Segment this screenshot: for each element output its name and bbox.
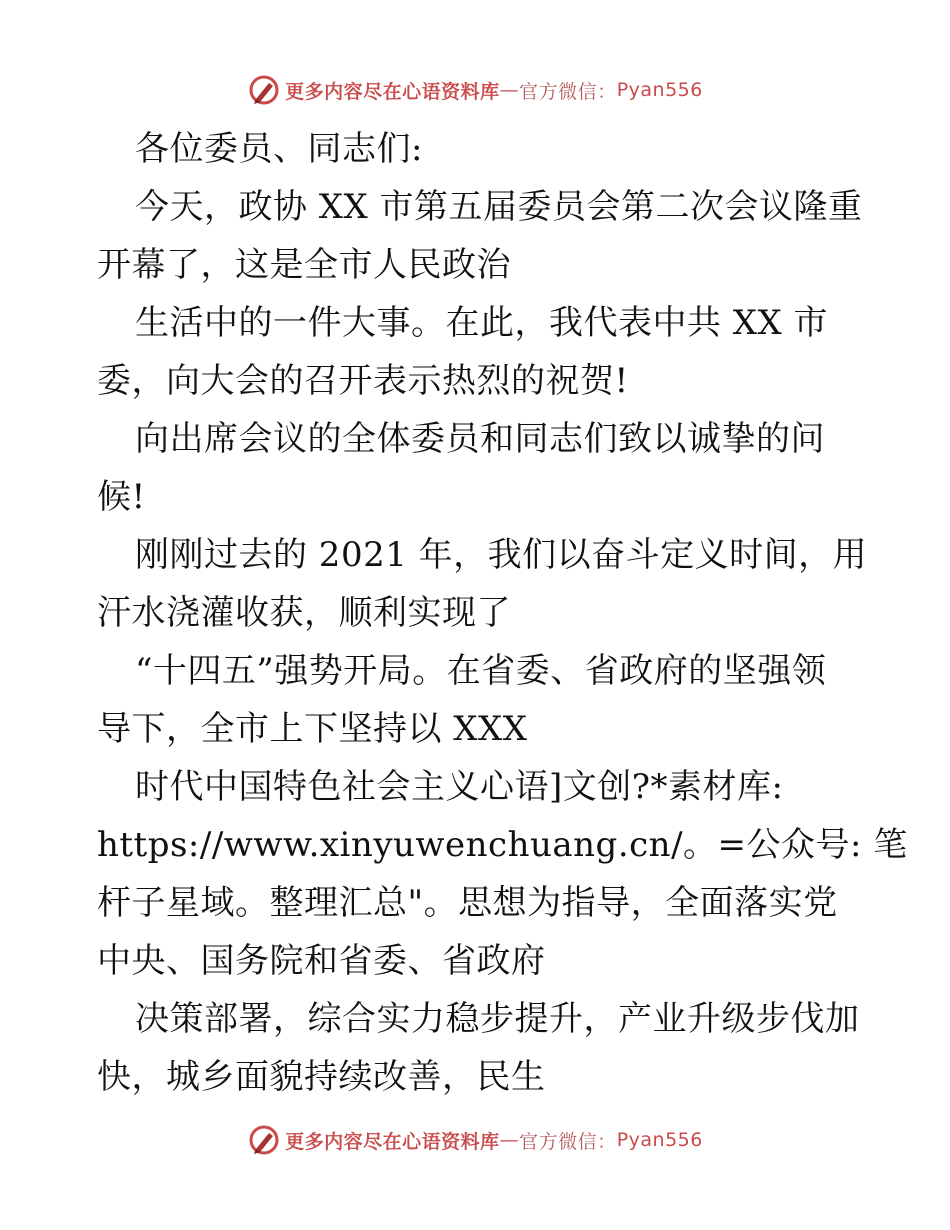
body-line: 开幕了，这是全市人民政治	[97, 245, 511, 285]
body-line-url: https://www.xinyuwenchuang.cn/。=公众号: 笔	[97, 825, 908, 865]
watermark-label: 官方微信：	[519, 80, 617, 103]
body-line: 今天，政协 XX 市第五届委员会第二次会议隆重	[135, 187, 863, 227]
document-body	[97, 120, 908, 1106]
body-line: 杆子星域。整理汇总"。思想为指导，全面落实党	[97, 883, 838, 923]
body-line: 决策部署，综合实力稳步提升，产业升级步伐加	[135, 999, 860, 1039]
pen-circle-logo-icon	[247, 1123, 281, 1157]
body-line: 生活中的一件大事。在此，我代表中共 XX 市	[135, 303, 829, 343]
body-line: 向出席会议的全体委员和同志们致以诚挚的问	[135, 419, 825, 459]
body-line: 中央、国务院和省委、省政府	[97, 941, 546, 981]
footer-watermark	[0, 1120, 950, 1160]
body-line: 各位委员、同志们:	[135, 129, 423, 169]
watermark-separator: —	[499, 79, 520, 101]
body-line: 委，向大会的召开表示热烈的祝贺!	[97, 361, 629, 401]
body-line: 汗水浇灌收获，顺利实现了	[97, 593, 511, 633]
body-line: “十四五”强势开局。在省委、省政府的坚强领	[135, 651, 827, 691]
watermark-main-text: 更多内容尽在心语资料库	[285, 80, 500, 103]
body-line: 快，城乡面貌持续改善，民生	[97, 1057, 546, 1097]
watermark-wechat-id: Pyan556	[616, 79, 703, 101]
header-watermark	[0, 70, 950, 110]
body-line: 候!	[97, 477, 146, 517]
pen-circle-logo-icon	[247, 73, 281, 107]
watermark-label: 官方微信：	[519, 1130, 617, 1153]
watermark-wechat-id: Pyan556	[616, 1129, 703, 1151]
watermark-main-text: 更多内容尽在心语资料库	[285, 1130, 500, 1153]
watermark-separator: —	[499, 1129, 520, 1151]
body-line: 时代中国特色社会主义心语]文创?*素材库:	[135, 767, 784, 807]
body-line: 刚刚过去的 2021 年，我们以奋斗定义时间，用	[135, 535, 868, 575]
body-line: 导下，全市上下坚持以 XXX	[97, 709, 528, 749]
